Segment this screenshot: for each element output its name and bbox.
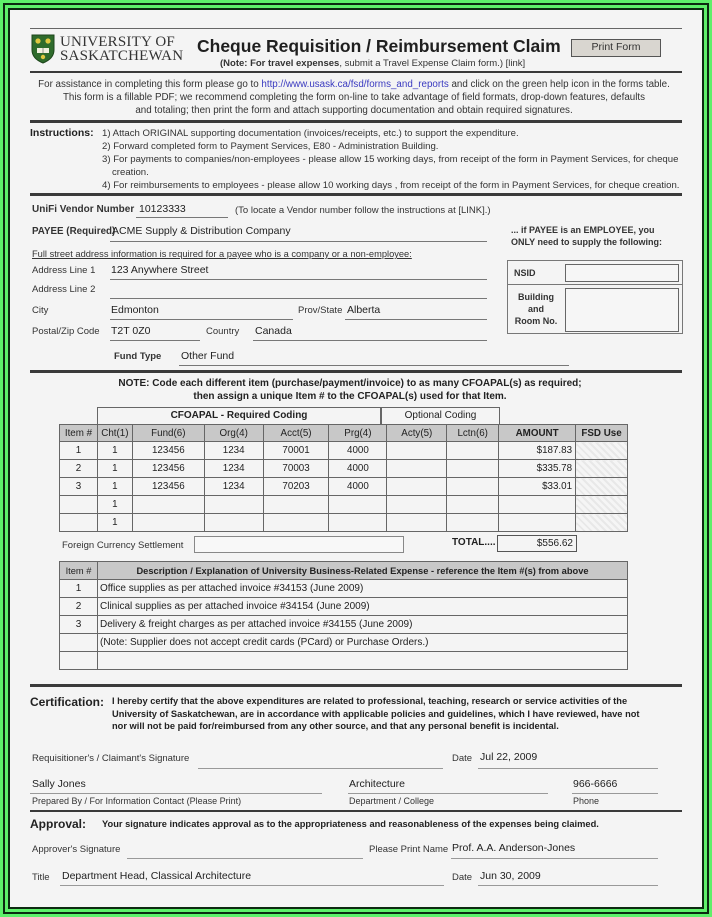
foreign-currency-input[interactable] [194,536,404,553]
assist-line1-post: and click on the green help icon in the forms table. [448,79,670,90]
assist-line3: and totaling; then print the form and attach supporting documentation and obtain required signatures. [135,105,573,116]
desc-item[interactable]: 1 [60,580,98,598]
table-row [60,478,628,496]
col-amount: AMOUNT [499,425,576,442]
desc-item[interactable]: 2 [60,598,98,616]
cell-acct[interactable]: 70003 [263,460,329,478]
cell-prg[interactable] [329,514,387,532]
desc-text[interactable]: Clinical supplies as per attached invoice #34154 (June 2009) [98,598,628,616]
cell-org[interactable]: 1234 [204,478,263,496]
title-underline [60,885,444,886]
cert-date-label: Date [452,753,473,764]
coding-note [60,377,640,403]
cell-fsd-use [576,460,628,478]
vendor-number-label: UniFi Vendor Number [32,204,135,215]
cell-acct[interactable] [263,514,329,532]
instruction-item: 1) Attach ORIGINAL supporting documentation (invoices/receipts, etc.) to support the expenditure. [102,128,519,139]
address2-label: Address Line 2 [32,284,96,295]
instruction-item-continued: creation. [112,167,149,178]
cell-fsd-use [576,442,628,460]
approval-date-input[interactable]: Jun 30, 2009 [480,870,541,882]
address1-underline [110,279,487,280]
print-form-button[interactable]: Print Form [571,39,661,57]
approval-label: Approval: [30,817,87,831]
claimant-signature-label: Requisitioner's / Claimant's Signature [32,753,190,764]
cell-amount[interactable] [499,514,576,532]
table-row [60,652,628,670]
instruction-item: 2) Forward completed form to Payment Services, E80 - Administration Building. [102,141,439,152]
header-divider [30,71,682,73]
nsid-input[interactable] [565,264,679,282]
employee-note-line2: ONLY need to supply the following: [511,237,663,247]
nsid-row [508,261,682,285]
postal-code-underline [110,340,200,341]
description-header-row [60,562,628,580]
cell-acty[interactable] [387,442,447,460]
certification-line3: nor will not be paid for/reimbursed from any other source, and that any personal benefit is incidental. [112,721,559,731]
address1-input[interactable]: 123 Anywhere Street [111,264,209,276]
postal-code-label: Postal/Zip Code [32,326,100,337]
cell-item[interactable] [60,514,98,532]
building-label-line3: Room No. [514,316,558,326]
forms-link[interactable]: http://www.usask.ca/fsd/forms_and_reports [261,79,449,90]
desc-text[interactable]: Delivery & freight charges as per attached invoice #34155 (June 2009) [98,616,628,634]
fund-type-label: Fund Type [114,351,162,362]
cell-item[interactable]: 3 [60,478,98,496]
address2-underline [110,298,487,299]
prov-state-label: Prov/State [298,305,343,316]
col-prg: Prg(4) [329,425,387,442]
desc-text[interactable]: Office supplies as per attached invoice #34153 (June 2009) [98,580,628,598]
instruction-item: 4) For reimbursements to employees - please allow 10 working days , from receipt of the form in Payment Services, for cheque creation. [102,180,680,191]
department-input[interactable]: Architecture [349,778,406,790]
phone-label: Phone [573,796,600,806]
col-lctn: Lctn(6) [447,425,499,442]
vendor-number-underline [136,217,228,218]
cell-cht[interactable]: 1 [97,496,132,514]
cell-acty[interactable] [387,514,447,532]
cell-item[interactable] [60,496,98,514]
assistance-text [20,78,688,117]
payee-input[interactable]: ACME Supply & Distribution Company [112,225,291,237]
cell-org[interactable] [204,496,263,514]
country-input[interactable]: Canada [255,325,292,337]
approver-signature-label: Approver's Signature [32,844,121,855]
prov-state-input[interactable]: Alberta [347,304,381,316]
col-org: Org(4) [204,425,263,442]
prepared-by-label: Prepared By / For Information Contact (Please Print) [32,796,242,806]
cell-acty[interactable] [387,460,447,478]
building-label-line2: and [527,304,544,314]
cell-cht[interactable]: 1 [97,514,132,532]
table-row [60,442,628,460]
cell-acty[interactable] [387,478,447,496]
approval-date-underline [478,885,658,886]
cell-org[interactable] [204,514,263,532]
payee-label: PAYEE (Required) [32,226,116,237]
instructions-divider-top [30,120,682,123]
cell-fund[interactable]: 123456 [132,478,204,496]
print-name-label: Please Print Name [369,844,449,855]
total-label: TOTAL.... [452,537,496,548]
table-row [60,598,628,616]
cell-fsd-use [576,478,628,496]
certification-divider [30,684,682,687]
cell-amount[interactable]: $335.78 [499,460,576,478]
coding-note-line2: then assign a unique Item # to the CFOAPAL(s) used for that Item. [193,391,507,402]
approval-text: Your signature indicates approval as to the appropriateness and reasonableness of the expenses being claimed. [102,819,599,829]
cert-date-underline [478,768,658,769]
cell-lctn[interactable] [447,478,499,496]
col-item: Item # [60,425,98,442]
cell-cht[interactable]: 1 [97,460,132,478]
building-room-input[interactable] [565,288,679,332]
building-label-line1: Building [518,292,554,302]
cell-fund[interactable]: 123456 [132,460,204,478]
university-logo-text [60,35,183,63]
desc-text[interactable] [98,652,628,670]
desc-col-description: Description / Explanation of University Business-Related Expense - reference the Item #(s) from above [98,562,628,580]
country-label: Country [206,326,240,337]
cell-fund[interactable] [132,496,204,514]
cell-org[interactable]: 1234 [204,442,263,460]
table-row [60,514,628,532]
total-amount: $556.62 [497,535,577,552]
cell-prg[interactable] [329,496,387,514]
instructions-list [102,127,682,192]
cell-fsd-use [576,496,628,514]
top-divider [30,28,682,29]
cell-amount[interactable] [499,496,576,514]
certification-line1: I hereby certify that the above expenditures are related to professional, teaching, research or service activities of the [112,696,628,706]
table-row [60,496,628,514]
desc-item[interactable]: 3 [60,616,98,634]
desc-item[interactable] [60,652,98,670]
phone-input[interactable]: 966-6666 [573,778,618,790]
table-row [60,460,628,478]
col-fsd-use: FSD Use [576,425,628,442]
desc-item[interactable] [60,634,98,652]
cell-fsd-use [576,514,628,532]
description-table [59,561,628,670]
employee-info-box [507,260,683,334]
city-underline [110,319,293,320]
cert-date-input[interactable]: Jul 22, 2009 [480,751,538,763]
cell-acct[interactable]: 70001 [263,442,329,460]
print-name-input[interactable]: Prof. A.A. Anderson-Jones [452,842,576,854]
university-shield-icon [31,34,55,64]
department-underline [348,793,548,794]
cell-cht[interactable]: 1 [97,478,132,496]
phone-underline [572,793,658,794]
cell-lctn[interactable] [447,514,499,532]
table-row [60,634,628,652]
employee-note-line1: ... if PAYEE is an EMPLOYEE, you [511,225,655,235]
cell-amount[interactable]: $33.01 [499,478,576,496]
certification-text [112,695,672,733]
travel-note [220,58,525,69]
vendor-hint: (To locate a Vendor number follow the instructions at [LINK].) [235,205,491,216]
cell-acct[interactable] [263,496,329,514]
cell-fund[interactable] [132,514,204,532]
travel-note-bold: (Note: For travel expenses [220,58,340,69]
cell-acct[interactable]: 70203 [263,478,329,496]
employee-note [511,224,662,248]
postal-code-input[interactable]: T2T 0Z0 [111,325,151,337]
certification-line2: University of Saskatchewan, are in accordance with applicable policies and guidelines, which I have reviewed, have not [112,708,640,719]
table-row [60,616,628,634]
logo-line-1: UNIVERSITY OF [60,34,175,50]
print-name-underline [451,858,658,859]
logo-line-2: SASKATCHEWAN [60,48,184,64]
cell-fund[interactable]: 123456 [132,442,204,460]
cell-acty[interactable] [387,496,447,514]
cell-lctn[interactable] [447,460,499,478]
instructions-divider-bottom [30,193,682,196]
optional-coding-header: Optional Coding [381,407,500,424]
address1-label: Address Line 1 [32,265,96,276]
col-acct: Acct(5) [263,425,329,442]
prepared-by-underline [30,793,322,794]
coding-note-line1: NOTE: Code each different item (purchase/payment/invoice) to as many CFOAPAL(s) as required; [118,378,582,389]
assist-line1-pre: For assistance in completing this form please go to [38,79,262,90]
approval-date-label: Date [452,872,473,883]
page-title: Cheque Requisition / Reimbursement Claim [197,36,561,56]
desc-text[interactable]: (Note: Supplier does not accept credit cards (PCard) or Purchase Orders.) [98,634,628,652]
claimant-signature-line[interactable] [198,768,443,769]
instruction-item: 3) For payments to companies/non-employees - please allow 15 working days, from receipt of the form in Payment Services, for cheque [102,154,679,165]
title-label: Title [32,872,50,883]
cell-cht[interactable]: 1 [97,442,132,460]
vendor-number-input[interactable]: 10123333 [139,203,186,215]
title-input[interactable]: Department Head, Classical Architecture [62,870,252,882]
building-room-label [510,291,562,327]
city-label: City [32,305,49,316]
approval-divider [30,810,682,812]
nsid-label: NSID [514,268,536,278]
fund-type-select[interactable]: Other Fund [181,350,235,362]
cell-amount[interactable]: $187.83 [499,442,576,460]
col-cht: Cht(1) [97,425,132,442]
col-fund: Fund(6) [132,425,204,442]
assist-line2: This form is a fillable PDF; we recommend completing the form on-line to take advantage of field formats, drop-down features, defaults [62,92,646,103]
certification-label: Certification: [30,695,105,709]
cell-lctn[interactable] [447,496,499,514]
cell-item[interactable]: 2 [60,460,98,478]
address-note: Full street address information is required for a payee who is a company or a non-employee: [32,249,412,259]
desc-col-item: Item # [60,562,98,580]
prov-state-underline [345,319,487,320]
cell-prg[interactable]: 4000 [329,442,387,460]
city-input[interactable]: Edmonton [111,304,159,316]
cell-item[interactable]: 1 [60,442,98,460]
prepared-by-input[interactable]: Sally Jones [32,778,86,790]
cfoapal-table [59,424,628,532]
cell-prg[interactable]: 4000 [329,460,387,478]
required-coding-header: CFOAPAL - Required Coding [97,407,381,424]
instructions-label: Instructions: [30,127,94,139]
table-row [60,580,628,598]
cell-org[interactable]: 1234 [204,460,263,478]
country-underline [253,340,487,341]
approver-signature-line[interactable] [127,858,363,859]
cell-prg[interactable]: 4000 [329,478,387,496]
foreign-currency-label: Foreign Currency Settlement [62,540,184,551]
cell-lctn[interactable] [447,442,499,460]
payee-underline [110,241,487,242]
department-label: Department / College [349,796,435,806]
coding-divider [30,370,682,373]
cfoapal-header-row [60,425,628,442]
col-acty: Acty(5) [387,425,447,442]
travel-note-rest: , submit a Travel Expense Claim form.) [link] [339,58,526,69]
fund-type-underline [179,365,569,366]
